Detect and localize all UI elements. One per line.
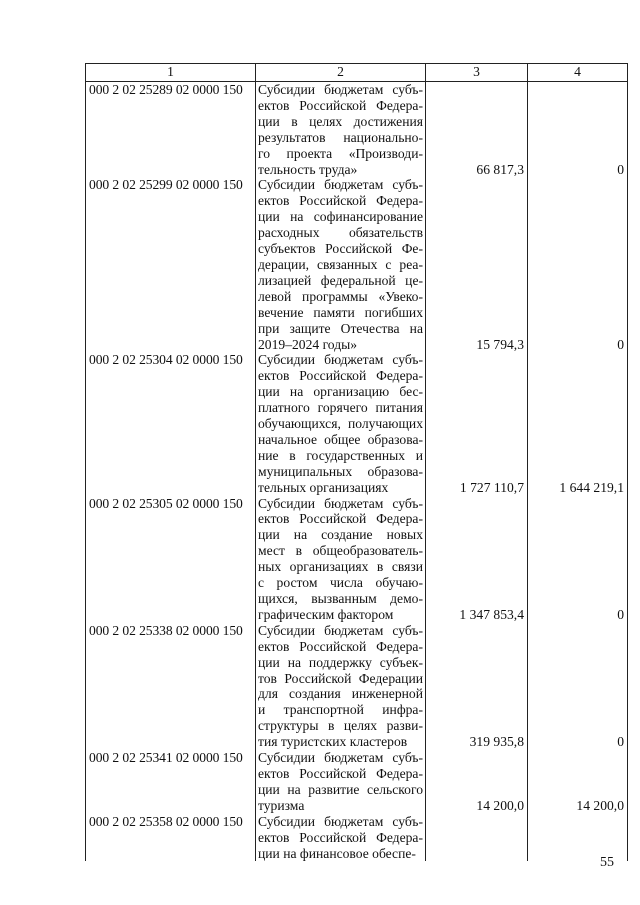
amount-value: 0 bbox=[617, 606, 624, 622]
revenue-name-line: графическим фактором bbox=[258, 606, 394, 622]
revenue-name-line: го проекта «Производи- bbox=[258, 145, 423, 161]
table-row bbox=[86, 750, 628, 814]
amount-value: 1 347 853,4 bbox=[459, 606, 524, 622]
amount-column-4 bbox=[528, 352, 628, 495]
revenue-name-line: ции в целях достижения bbox=[258, 113, 423, 129]
revenue-name-line: и транспортной инфра- bbox=[258, 702, 423, 718]
revenue-name-line: расходных обязательств bbox=[258, 225, 423, 241]
budget-table bbox=[85, 63, 628, 861]
revenue-name-line: Субсидии бюджетам субъ- bbox=[258, 495, 423, 511]
column-header-4: 4 bbox=[528, 64, 628, 82]
revenue-name-line: ектов Российской Федера- bbox=[258, 638, 423, 654]
table-row bbox=[86, 623, 628, 750]
revenue-name-line: щихся, вызванным демо- bbox=[258, 591, 423, 606]
revenue-name-line: Субсидии бюджетам субъ- bbox=[258, 813, 423, 829]
amount-value: 14 200,0 bbox=[476, 797, 524, 813]
revenue-name-line: обучающихся, получающих bbox=[258, 416, 423, 432]
amount-column-4 bbox=[528, 82, 628, 178]
amount-column-4 bbox=[528, 623, 628, 750]
amount-column-3 bbox=[426, 623, 528, 750]
revenue-name-line: дерации, связанных с реа- bbox=[258, 256, 423, 272]
revenue-name-line: при защите Отечества на bbox=[258, 320, 423, 336]
budget-code: 000 2 02 25289 02 0000 150 bbox=[86, 82, 256, 178]
revenue-name bbox=[256, 496, 426, 623]
revenue-name-line: ектов Российской Федера- bbox=[258, 511, 423, 527]
revenue-name-line: туризма bbox=[258, 797, 305, 813]
revenue-name-line: Субсидии бюджетам субъ- bbox=[258, 177, 423, 193]
revenue-name-line: муниципальных образова- bbox=[258, 463, 423, 479]
budget-code: 000 2 02 25299 02 0000 150 bbox=[86, 177, 256, 352]
revenue-name-line: лизацией федеральной це- bbox=[258, 272, 423, 288]
revenue-name-line: ектов Российской Федера- bbox=[258, 829, 423, 845]
revenue-name-line: для создания инженерной bbox=[258, 686, 423, 702]
amount-column-4 bbox=[528, 496, 628, 623]
revenue-name-line: Субсидии бюджетам субъ- bbox=[258, 622, 423, 638]
amount-column-3 bbox=[426, 750, 528, 814]
revenue-name-line: Субсидии бюджетам субъ- bbox=[258, 82, 423, 97]
budget-code: 000 2 02 25305 02 0000 150 bbox=[86, 496, 256, 623]
revenue-name-line: ции на финансовое обеспе- bbox=[258, 845, 416, 861]
revenue-name-line: ектов Российской Федера- bbox=[258, 765, 423, 781]
revenue-name-line: ции на создание новых bbox=[258, 527, 423, 543]
revenue-name-line: ние в государственных и bbox=[258, 447, 423, 463]
revenue-name-line: тельность труда» bbox=[258, 161, 358, 177]
revenue-name bbox=[256, 352, 426, 495]
revenue-name bbox=[256, 750, 426, 814]
amount-column-4 bbox=[528, 750, 628, 814]
revenue-name-line: мест в общеобразователь- bbox=[258, 543, 423, 559]
budget-code: 000 2 02 25358 02 0000 150 bbox=[86, 814, 256, 862]
revenue-name-line: платного горячего питания bbox=[258, 400, 423, 416]
revenue-name-line: результатов национально- bbox=[258, 129, 423, 145]
revenue-name-line: структуры в целях разви- bbox=[258, 718, 423, 734]
revenue-name-line: ции на организацию бес- bbox=[258, 384, 423, 400]
revenue-name-line: Субсидии бюджетам субъ- bbox=[258, 352, 423, 368]
amount-value: 66 817,3 bbox=[476, 161, 524, 177]
revenue-name-line: Субсидии бюджетам субъ- bbox=[258, 750, 423, 766]
revenue-name-line: начальное общее образова- bbox=[258, 431, 423, 447]
amount-value: 0 bbox=[617, 161, 624, 177]
revenue-name-line: ектов Российской Федера- bbox=[258, 97, 423, 113]
revenue-name-line: субъектов Российской Фе- bbox=[258, 241, 423, 257]
amount-column-3 bbox=[426, 496, 528, 623]
revenue-name-line: ектов Российской Федера- bbox=[258, 193, 423, 209]
page-number: 55 bbox=[600, 855, 614, 870]
budget-code: 000 2 02 25304 02 0000 150 bbox=[86, 352, 256, 495]
table-body bbox=[86, 82, 628, 862]
column-header-2: 2 bbox=[256, 64, 426, 82]
amount-value: 0 bbox=[617, 336, 624, 352]
revenue-name-line: ции на поддержку субъек- bbox=[258, 654, 423, 670]
revenue-name-line: ных организациях в связи bbox=[258, 559, 423, 575]
table-row bbox=[86, 352, 628, 495]
revenue-name bbox=[256, 623, 426, 750]
revenue-name-line: с ростом числа обучаю- bbox=[258, 575, 423, 591]
column-header-3: 3 bbox=[426, 64, 528, 82]
revenue-name-line: ции на развитие сельского bbox=[258, 781, 423, 797]
amount-value: 1 727 110,7 bbox=[459, 479, 524, 495]
table-row bbox=[86, 82, 628, 178]
column-header-1: 1 bbox=[86, 64, 256, 82]
amount-column-4 bbox=[528, 177, 628, 352]
table-row bbox=[86, 496, 628, 623]
amount-column-3 bbox=[426, 814, 528, 862]
budget-code: 000 2 02 25341 02 0000 150 bbox=[86, 750, 256, 814]
revenue-name-line: ектов Российской Федера- bbox=[258, 368, 423, 384]
revenue-name-line: тия туристских кластеров bbox=[258, 734, 408, 750]
amount-column-3 bbox=[426, 352, 528, 495]
amount-value: 14 200,0 bbox=[576, 797, 624, 813]
amount-value: 319 935,8 bbox=[469, 734, 524, 750]
revenue-name-line: 2019–2024 годы» bbox=[258, 336, 358, 352]
table-row bbox=[86, 814, 628, 862]
revenue-name-line: ции на софинансирование bbox=[258, 209, 423, 225]
budget-code: 000 2 02 25338 02 0000 150 bbox=[86, 623, 256, 750]
amount-value: 0 bbox=[617, 734, 624, 750]
amount-column-3 bbox=[426, 82, 528, 178]
amount-value: 15 794,3 bbox=[476, 336, 524, 352]
revenue-name-line: тельных организациях bbox=[258, 479, 389, 495]
revenue-name bbox=[256, 82, 426, 178]
revenue-name bbox=[256, 177, 426, 352]
revenue-name bbox=[256, 814, 426, 862]
revenue-name-line: вечение памяти погибших bbox=[258, 304, 423, 320]
revenue-name-line: тов Российской Федерации bbox=[258, 670, 423, 686]
header-row bbox=[86, 64, 628, 82]
revenue-name-line: левой программы «Увеко- bbox=[258, 288, 423, 304]
amount-column-3 bbox=[426, 177, 528, 352]
amount-value: 1 644 219,1 bbox=[559, 479, 624, 495]
table-row bbox=[86, 177, 628, 352]
